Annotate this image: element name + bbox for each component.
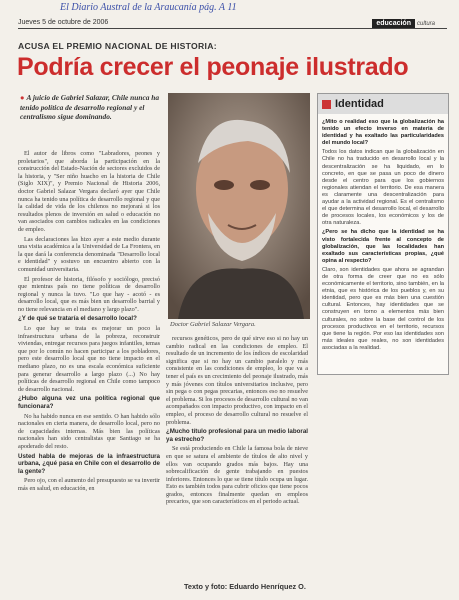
section-label bbox=[372, 20, 435, 27]
header-rule bbox=[18, 28, 447, 29]
square-bullet-icon bbox=[322, 100, 331, 109]
sidebar-title: Identidad bbox=[335, 98, 384, 110]
question: ¿Hubo alguna vez una política regional que funcionara? bbox=[18, 395, 160, 410]
photo-caption: Doctor Gabriel Salazar Vergara. bbox=[170, 321, 256, 328]
handwritten-annotation: El Diario Austral de la Araucanía pág. A 11 bbox=[60, 2, 237, 13]
identity-sidebar bbox=[317, 93, 449, 375]
paragraph: Claro, son identidades que ahora se agrandan de otra forma de creer que no es sólo económicamente el territorio, sino también, en la etnia, que es histórica de los pueblos y, en su identidad, pero que es más bien una cuestión cultural. Entonces, hay identidades que se construyen en torno a elementos más bien culturales, no sobre la base del control de los procesos productivos en el territorio, recursos que tiene la región. Por eso las identidades son más ideales que reales, no son identidades asociadas a la realidad. bbox=[322, 266, 444, 351]
paragraph: El autor de libros como "Labradores, peones y proletarios", que aborda la participación en la construcción del Estado-Nación de sectores excluidos de la historia, y "Ser niño huacho en la historia de Chile (Siglo XIX)", y Premio Nacional de Historia 2006, doctor Gabriel Salazar Vergara declaró ayer que Chile nunca ha tenido una política de desarrollo regional y que la calidad de vida de los chilenos no mejorará si los resultados plenos de inversión en salud o educación no van asociados con cambios radicales en las condiciones de empleo. bbox=[18, 150, 160, 233]
question: Usted habla de mejoras de la infraestructura urbana, ¿qué pasa en Chile con el desarrollo de la gente? bbox=[18, 452, 160, 475]
paragraph: No ha habido nunca en ese sentido. O han habido sólo nacionales en cierta manera, de desarrollo local, pero no de capacidades internas. Más bien las políticas nacionales han sido centralistas que Santiago se ha apoderado del resto. bbox=[18, 412, 160, 450]
sidebar-body bbox=[318, 114, 448, 359]
section-subname: cultura bbox=[416, 21, 435, 27]
portrait-photo bbox=[168, 93, 310, 319]
paragraph: Se está produciendo en Chile la famosa bola de nieve en que se satura el ambiente de títulos de alto nivel y ellos van ocupando grados más bajos. Hay una sobrecalificación de gente trabajando en puestos inferiores. Entonces lo que se tiene título ocupa un lugar. Esto es también todos para cubrir oficios que tiene pocos grados, entonces finalmente quedan en empleos precarios, que son característicos en el periodo actual. bbox=[166, 445, 308, 506]
portrait-image bbox=[168, 93, 310, 319]
bullet-icon: ● bbox=[20, 93, 25, 102]
dateline: Jueves 5 de octubre de 2006 bbox=[18, 19, 109, 26]
paragraph: Todos los datos indican que la globalización en Chile no ha traducido en desarrollo local y la descentralización se ha liquidado, en lo concreto, en que se pasa un poco de dinero desde el centro para que los gobiernos regionales atiendan el territorio. De esa manera es claramente una descentralización para ayudar a la actividad regional. Es el centralismo el que determina el desarrollo local, el desarrollo de procesos locales, los económicos y los de otra naturaleza. bbox=[322, 149, 444, 227]
paragraph: El profesor de historia, filósofo y sociólogo, precisó que mientras país no tiene políticas de desarrollo regional y nunca la tuvo. "Lo que hay - acotó - es desarrollo local, que es más bien un desarrollo barrial y no tiene relevancia en el mediano y largo plazo". bbox=[18, 275, 160, 313]
lede-text: A juicio de Gabriel Salazar, Chile nunca ha tenido política de desarrollo regional y el centralismo sigue dominando. bbox=[20, 93, 160, 122]
question: ¿Pero se ha dicho que la identidad se ha visto fortalecida frente al concepto de globalización, que las localidades han exaltado sus características propias, ¿qué opina al respecto? bbox=[322, 229, 444, 264]
question: ¿Mito o realidad eso que la globalización ha tenido un efecto inverso en materia de identidad y ha exaltado las particularidades del mundo local? bbox=[322, 119, 444, 147]
paragraph: recursos genéticos, pero de qué sirve eso si no hay un cambio radical en las condiciones de empleo. El resultado de un incremento de los índices de escolaridad significa que si no hay un cambio paralelo y más consistente en las condiciones de empleo, lo que va a tener el país es un crecimiento del peonaje ilustrado, más y más jóvenes con títulos universitarios inclusive, pero sin pega o con pegas precarias, entonces eso no resuelve el problema. Si los procesos de desarrollo cultural no van acompañados con impacto productivo, con impacto en el empleo, el proceso de desarrollo cultural no resuelve el problema. bbox=[166, 335, 308, 426]
lede bbox=[20, 93, 160, 122]
question: ¿Y de qué se trataría el desarrollo local? bbox=[18, 315, 137, 323]
paragraph: Pero ojo, con el aumento del presupuesto se va invertir más en salud, en educación, en bbox=[18, 477, 160, 492]
sidebar-header bbox=[318, 94, 448, 114]
kicker: ACUSA EL PREMIO NACIONAL DE HISTORIA: bbox=[18, 41, 217, 51]
paragraph: Las declaraciones las hizo ayer a este medio durante una visita académica a la Universidad de La Frontera, en la que dará la conferencia denominada "Desarrollo local e identidad" y sostuvo un encuentro abierto con la comunidad universitaria. bbox=[18, 235, 160, 273]
article-column-2 bbox=[166, 335, 308, 508]
headline: Podría crecer el peonaje ilustrado bbox=[17, 53, 409, 81]
question: ¿Mucho título profesional para un medio laboral ya estrecho? bbox=[166, 428, 308, 443]
byline: Texto y foto: Eduardo Henríquez O. bbox=[184, 582, 306, 591]
section-name: educación bbox=[372, 19, 415, 28]
article-column-1 bbox=[18, 150, 160, 495]
paragraph: Lo que hay se trata es mejorar un poco la infraestructura urbana de la pobreza, reconstruir viviendas, entregar recursos para juegos infantiles, temas que por lo común no hacen participar a los pobladores, pero este desarrollo local que no tiene impacto en el mediano plazo, no es una escala económica suficiente para generar desarrollo a largo plazo (...) No hay políticas de desarrollo regional en Chile como tampoco de desarrollo nacional. bbox=[18, 325, 160, 393]
